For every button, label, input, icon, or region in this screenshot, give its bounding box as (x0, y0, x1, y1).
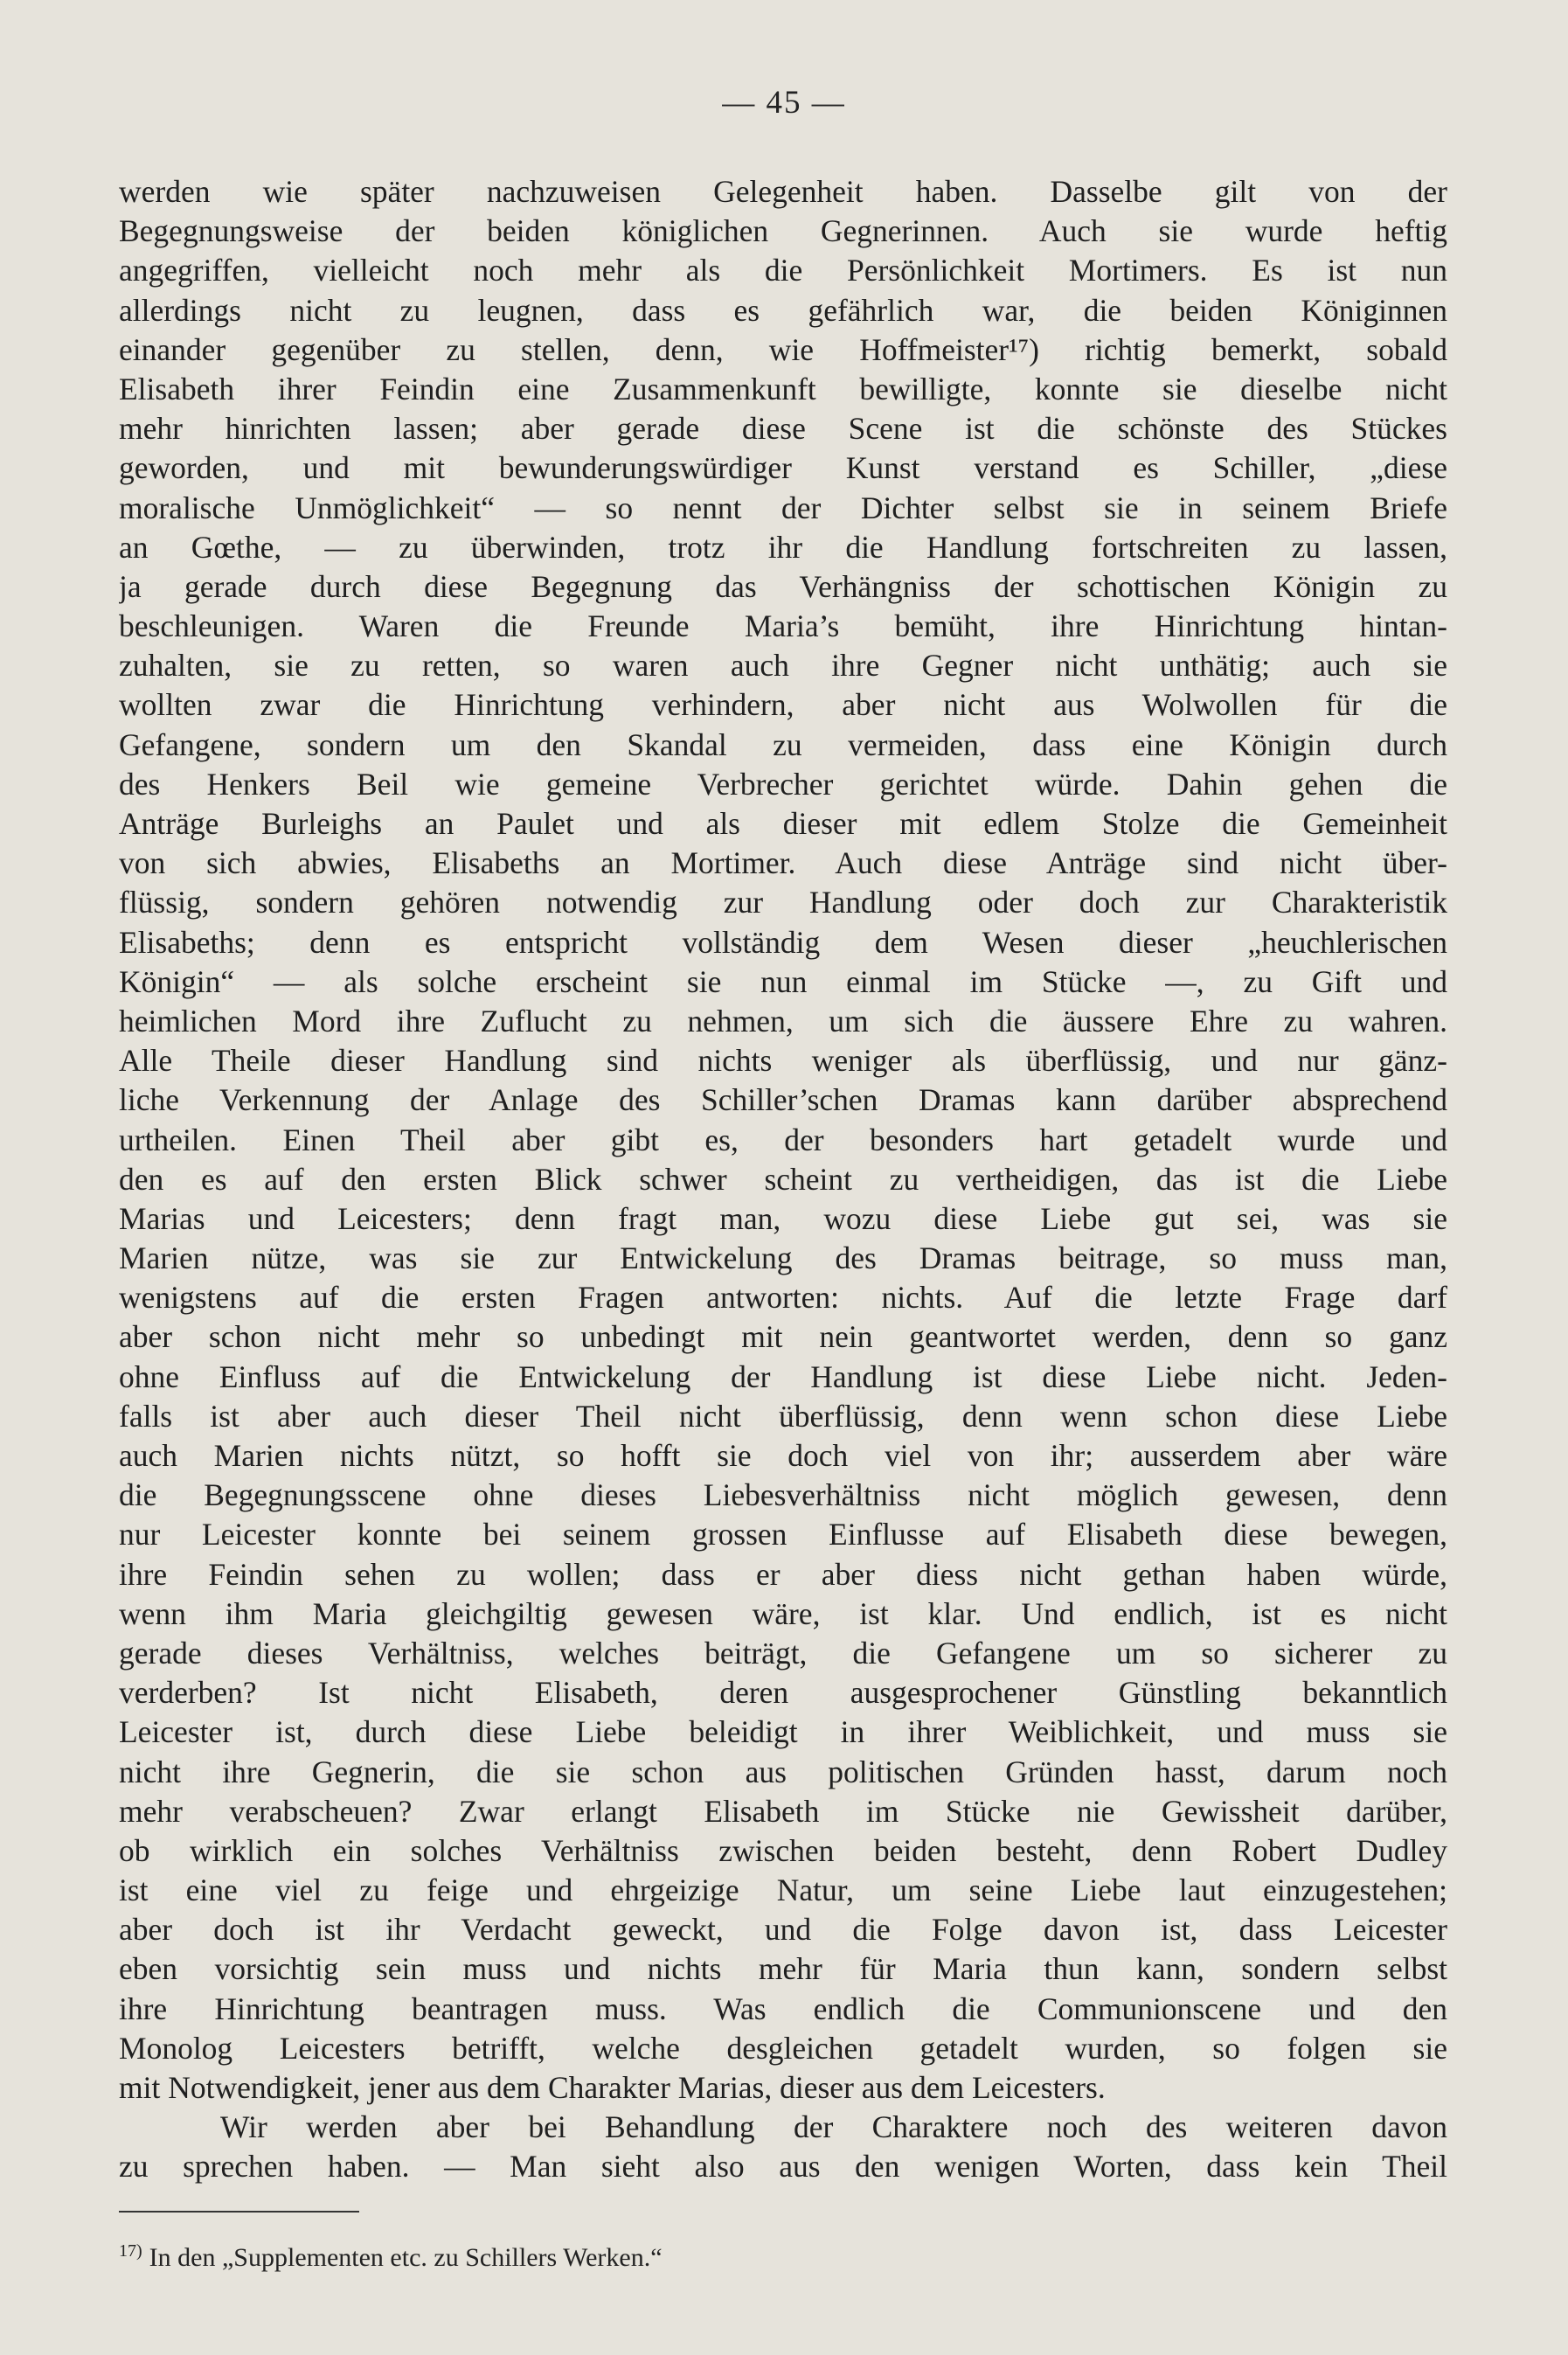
footnote-divider (119, 2211, 359, 2213)
text-line: Anträge Burleighs an Paulet und als dieser mit edlem Stolze die Gemeinheit (119, 806, 1447, 841)
text-line: beschleunigen. Waren die Freunde Maria’s bemüht, ihre Hinrichtung hintan- (119, 608, 1447, 644)
text-line: auch Marien nichts nützt, so hofft sie doch viel von ihr; ausserdem aber wäre (119, 1438, 1447, 1473)
text-line: zu sprechen haben. — Man sieht also aus den wenigen Worten, dass kein Theil (119, 2149, 1447, 2185)
text-line: werden wie später nachzuweisen Gelegenheit haben. Dasselbe gilt von der (119, 174, 1447, 209)
text-line: wenn ihm Maria gleichgiltig gewesen wäre, ist klar. Und endlich, ist es nicht (119, 1595, 1447, 1631)
text-line: ihre Hinrichtung beantragen muss. Was endlich die Communionscene und den (119, 1990, 1447, 2026)
footnote-text: In den „Supplementen etc. zu Schillers Werken.“ (149, 2243, 663, 2272)
text-line: Monolog Leicesters betrifft, welche desgleichen getadelt wurden, so folgen sie (119, 2030, 1447, 2066)
text-line: des Henkers Beil wie gemeine Verbrecher gerichtet würde. Dahin gehen die (119, 766, 1447, 802)
page-number: — 45 — (722, 85, 846, 121)
text-line: moralische Unmöglichkeit“ — so nennt der Dichter selbst sie in seinem Briefe (119, 490, 1447, 525)
text-line: geworden, und mit bewunderungswürdiger Kunst verstand es Schiller, „diese (119, 450, 1447, 486)
footnote-marker: 17) (119, 2241, 142, 2261)
text-line: von sich abwies, Elisabeths an Mortimer. Auch diese Anträge sind nicht über- (119, 845, 1447, 881)
text-line: heimlichen Mord ihre Zuflucht zu nehmen, um sich die äussere Ehre zu wahren. (119, 1003, 1447, 1039)
text-line: gerade dieses Verhältniss, welches beiträgt, die Gefangene um so sicherer zu (119, 1635, 1447, 1671)
text-line: urtheilen. Einen Theil aber gibt es, der besonders hart getadelt wurde und (119, 1122, 1447, 1157)
text-line: Begegnungsweise der beiden königlichen Gegnerinnen. Auch sie wurde heftig (119, 213, 1447, 249)
text-line: ihre Feindin sehen zu wollen; dass er aber diess nicht gethan haben würde, (119, 1556, 1447, 1592)
text-line: liche Verkennung der Anlage des Schiller’schen Dramas kann darüber absprechend (119, 1082, 1447, 1118)
text-line: die Begegnungsscene ohne dieses Liebesverhältniss nicht möglich gewesen, denn (119, 1477, 1447, 1513)
text-line: wenigstens auf die ersten Fragen antworten: nichts. Auf die letzte Frage darf (119, 1280, 1447, 1316)
text-line: angegriffen, vielleicht noch mehr als die Persönlichkeit Mortimers. Es ist nun (119, 253, 1447, 288)
text-line: falls ist aber auch dieser Theil nicht überflüssig, denn wenn schon diese Liebe (119, 1398, 1447, 1434)
text-line: aber doch ist ihr Verdacht geweckt, und die Folge davon ist, dass Leicester (119, 1912, 1447, 1948)
text-line: Marien nütze, was sie zur Entwickelung des Dramas beitrage, so muss man, (119, 1240, 1447, 1276)
text-line: ohne Einfluss auf die Entwickelung der Handlung ist diese Liebe nicht. Jeden- (119, 1358, 1447, 1394)
text-line: Elisabeths; denn es entspricht vollständig dem Wesen dieser „heuchlerischen (119, 924, 1447, 960)
footnote (119, 2233, 663, 2275)
text-line: aber schon nicht mehr so unbedingt mit nein geantwortet werden, denn so ganz (119, 1319, 1447, 1355)
text-line: ist eine viel zu feige und ehrgeizige Natur, um seine Liebe laut einzugestehen; (119, 1872, 1447, 1908)
text-line: Marias und Leicesters; denn fragt man, wozu diese Liebe gut sei, was sie (119, 1200, 1447, 1236)
text-line: zuhalten, sie zu retten, so waren auch ihre Gegner nicht unthätig; auch sie (119, 648, 1447, 684)
text-line: ob wirklich ein solches Verhältniss zwischen beiden besteht, denn Robert Dudley (119, 1832, 1447, 1868)
text-line: allerdings nicht zu leugnen, dass es gefährlich war, die beiden Königinnen (119, 292, 1447, 328)
text-line: verderben? Ist nicht Elisabeth, deren ausgesprochener Günstling bekanntlich (119, 1675, 1447, 1711)
text-line: eben vorsichtig sein muss und nichts mehr für Maria thun kann, sondern selbst (119, 1951, 1447, 1987)
text-line: an Gœthe, — zu überwinden, trotz ihr die Handlung fortschreiten zu lassen, (119, 529, 1447, 565)
text-line: nicht ihre Gegnerin, die sie schon aus politischen Gründen hasst, darum noch (119, 1754, 1447, 1789)
text-line: den es auf den ersten Blick schwer scheint zu vertheidigen, das ist die Liebe (119, 1161, 1447, 1197)
text-line: Königin“ — als solche erscheint sie nun einmal im Stücke —, zu Gift und (119, 963, 1447, 999)
text-line: Elisabeth ihrer Feindin eine Zusammenkunft bewilligte, konnte sie dieselbe nicht (119, 371, 1447, 406)
text-line: mehr verabscheuen? Zwar erlangt Elisabeth im Stücke nie Gewissheit darüber, (119, 1793, 1447, 1829)
text-line: nur Leicester konnte bei seinem grossen Einflusse auf Elisabeth diese bewegen, (119, 1517, 1447, 1553)
text-line: einander gegenüber zu stellen, denn, wie Hoffmeister¹⁷) richtig bemerkt, sobald (119, 331, 1447, 367)
text-line: Alle Theile dieser Handlung sind nichts weniger als überflüssig, und nur gänz- (119, 1043, 1447, 1079)
text-line: Wir werden aber bei Behandlung der Charaktere noch des weiteren davon (220, 2109, 1447, 2145)
text-line: Leicester ist, durch diese Liebe beleidigt in ihrer Weiblichkeit, und muss sie (119, 1714, 1447, 1750)
text-line: Gefangene, sondern um den Skandal zu vermeiden, dass eine Königin durch (119, 726, 1447, 762)
body-text (119, 172, 1447, 2187)
text-line: ja gerade durch diese Begegnung das Verhängniss der schottischen Königin zu (119, 568, 1447, 604)
text-line: flüssig, sondern gehören notwendig zur Handlung oder doch zur Charakteristik (119, 885, 1447, 920)
text-line: mit Notwendigkeit, jener aus dem Charakter Marias, dieser aus dem Leicesters. (119, 2070, 1106, 2105)
text-line: wollten zwar die Hinrichtung verhindern, aber nicht aus Wolwollen für die (119, 687, 1447, 723)
text-line: mehr hinrichten lassen; aber gerade diese Scene ist die schönste des Stückes (119, 411, 1447, 447)
